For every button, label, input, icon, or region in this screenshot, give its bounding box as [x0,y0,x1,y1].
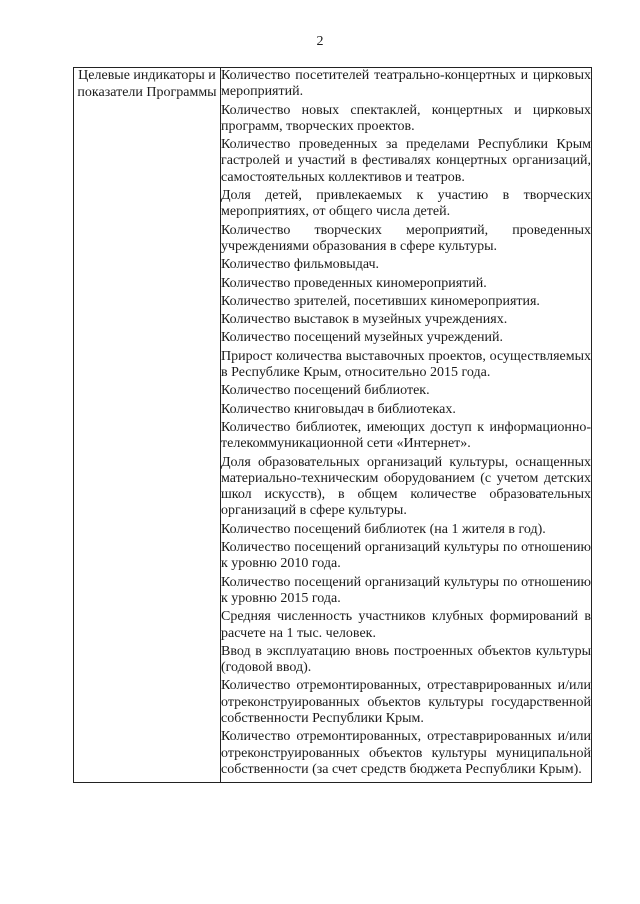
indicator-item: Количество проведенных за пределами Республики Крым гастролей и участий в фестивалях концертных организаций, самостоятельных коллективов и театров. [221,137,591,185]
indicator-item: Количество посещений организаций культуры по отношению к уровню 2010 года. [221,540,591,572]
indicator-item: Доля детей, привлекаемых к участию в творческих мероприятиях, от общего числа детей. [221,188,591,220]
indicator-item: Ввод в эксплуатацию вновь построенных объектов культуры (годовой ввод). [221,643,591,676]
indicator-item: Количество посетителей театрально-концертных и цирковых мероприятий. [221,68,591,100]
indicators-label-cell [74,68,221,783]
indicators-label: Целевые индикаторы и показатели Программы [77,68,217,100]
indicator-item: Количество отремонтированных, отреставрированных и/или отреконструированных объектов культуры государственной собственности Республики Крым. [221,678,591,726]
indicator-item: Количество посещений библиотек. [221,383,430,399]
table-row [74,68,592,783]
indicators-table [73,67,592,783]
indicator-item: Количество посещений организаций культуры по отношению к уровню 2015 года. [221,574,591,606]
indicator-item: Количество творческих мероприятий, проведенных учреждениями образования в сфере культуры. [221,222,591,254]
indicator-item: Доля образовательных организаций культуры, оснащенных материально-техническим оборудованием (с учетом детских школ искусств), в общем количестве образовательных организаций в сфере культуры. [221,454,591,519]
indicator-item: Количество посещений библиотек (на 1 жителя в год). [221,521,546,537]
indicator-item: Средняя численность участников клубных формирований в расчете на 1 тыс. человек. [221,609,591,641]
indicator-item: Количество отремонтированных, отреставрированных и/или отреконструированных объектов культуры муниципальной собственности (за счет средств бюджета Республики Крым). [221,729,591,777]
indicator-item: Количество посещений музейных учреждений. [221,330,504,346]
indicator-item: Количество книговыдач в библиотеках. [221,401,456,417]
indicator-item: Количество библиотек, имеющих доступ к информационно-телекоммуникационной сети «Интернет». [221,419,591,452]
indicator-item: Прирост количества выставочных проектов, осуществляемых в Республике Крым, относительно 2015 года. [221,348,591,381]
indicator-item: Количество выставок в музейных учреждениях. [221,312,508,328]
indicator-item: Количество фильмовыдач. [221,257,380,273]
indicator-item: Количество новых спектаклей, концертных и цирковых программ, творческих проектов. [221,102,591,134]
page-number: 2 [316,34,324,49]
indicator-item: Количество проведенных киномероприятий. [221,275,487,291]
indicators-list-cell [221,68,592,783]
indicator-item: Количество зрителей, посетивших киномероприятия. [221,293,540,309]
